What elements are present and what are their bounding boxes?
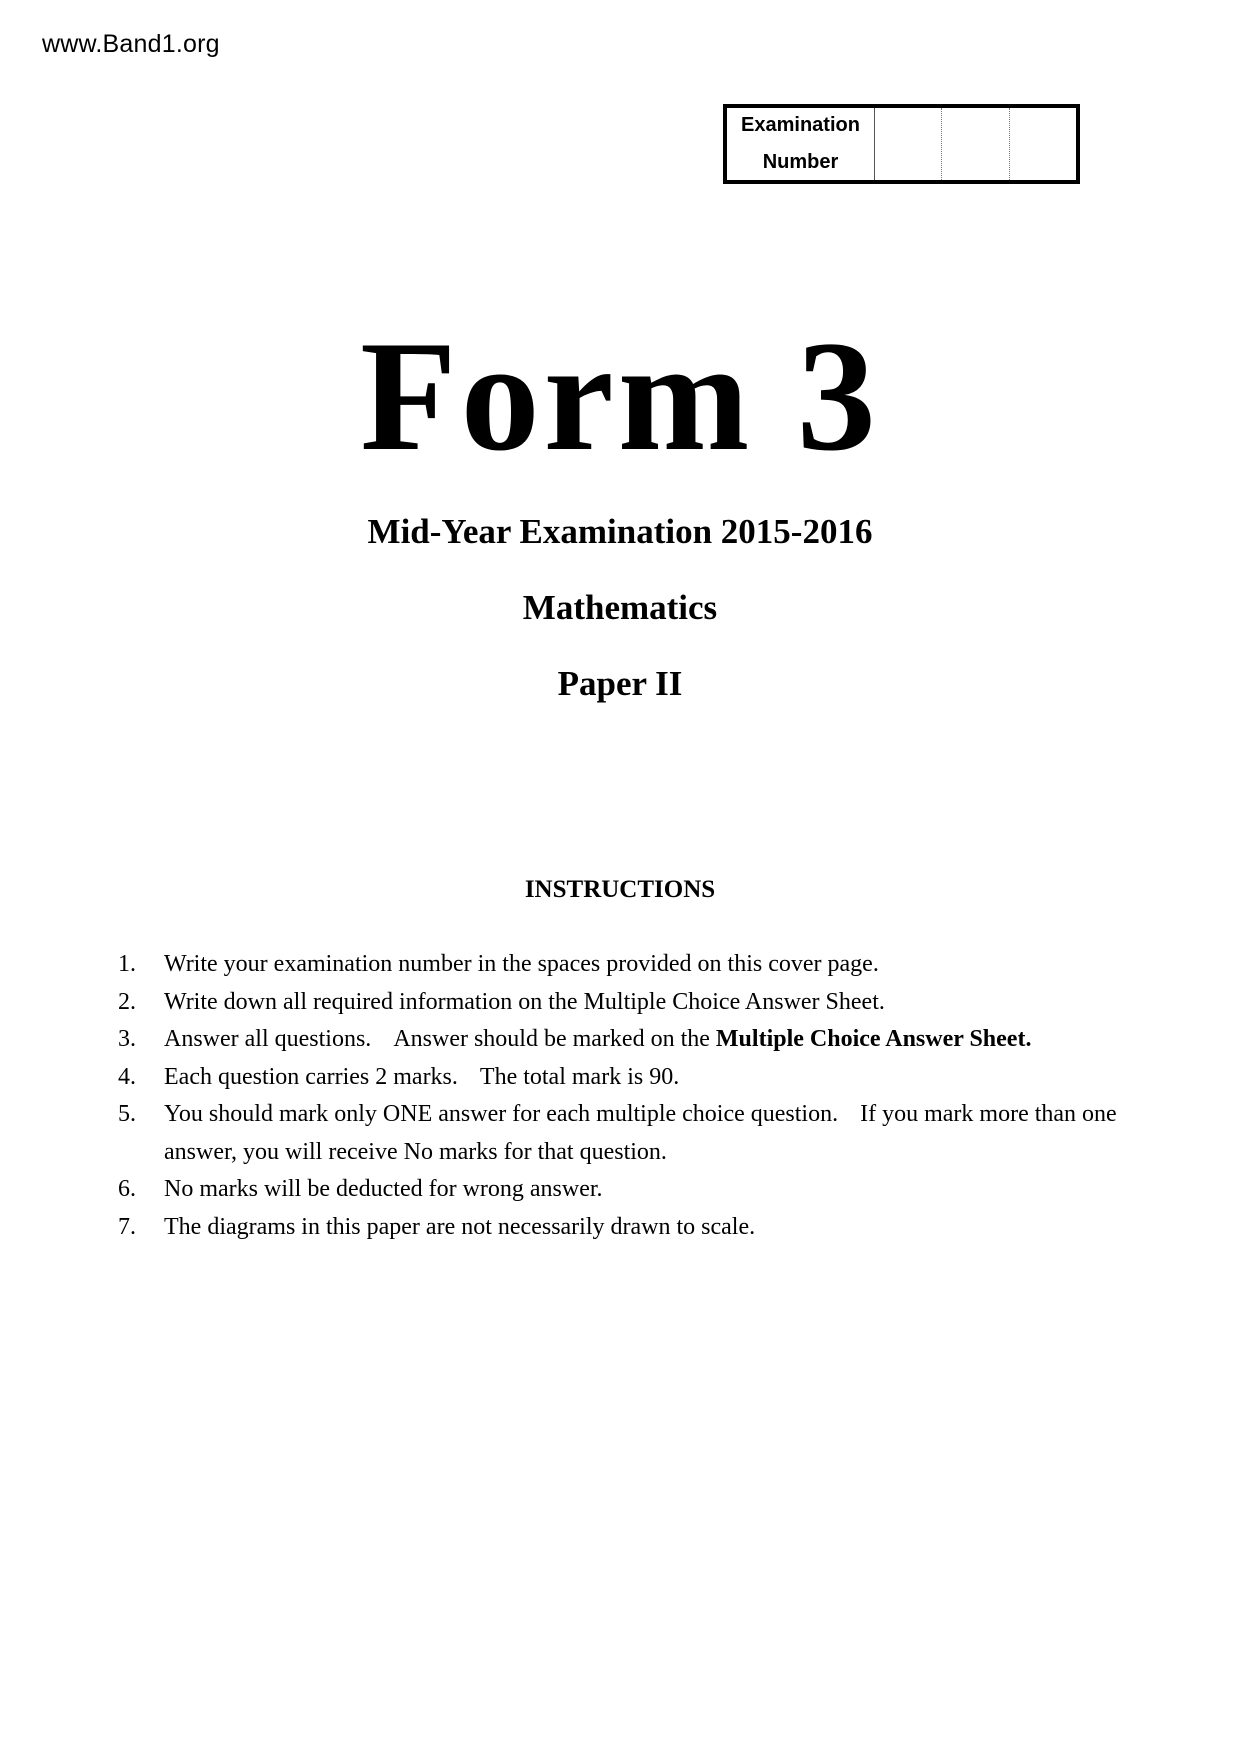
instruction-number: 4. bbox=[118, 1063, 136, 1090]
instruction-text-part: The total mark is 90. bbox=[479, 1063, 680, 1090]
instruction-number: 3. bbox=[118, 1026, 136, 1052]
instructions-list bbox=[118, 946, 1138, 1246]
instruction-number: 2. bbox=[118, 988, 136, 1015]
instruction-item bbox=[118, 984, 1138, 1022]
instruction-number: 6. bbox=[118, 1176, 136, 1202]
instruction-item bbox=[118, 1059, 1138, 1097]
instruction-number: 5. bbox=[118, 1101, 136, 1127]
instruction-item bbox=[118, 1209, 1138, 1247]
instruction-text bbox=[164, 1059, 1138, 1097]
instruction-text: Write your examination number in the spaces provided on this cover page. bbox=[164, 951, 879, 977]
instruction-text-part: You should mark only ONE answer for each multiple choice question. bbox=[164, 1101, 839, 1127]
subject-title: Mathematics bbox=[522, 588, 718, 627]
instruction-text-part: Answer should be marked on the bbox=[393, 1026, 716, 1052]
instruction-text-part: Answer all questions. bbox=[164, 1026, 372, 1052]
instruction-text: Write down all required information on the Multiple Choice Answer Sheet. bbox=[164, 988, 885, 1015]
instruction-number: 7. bbox=[118, 1213, 136, 1240]
instruction-text-part: Each question carries 2 marks. bbox=[164, 1063, 458, 1090]
instruction-item bbox=[118, 1096, 1138, 1171]
instruction-number: 1. bbox=[118, 951, 136, 977]
examination-number-cell-1[interactable] bbox=[875, 108, 942, 180]
paper-title: Paper II bbox=[557, 664, 683, 703]
instruction-emphasis: Multiple Choice Answer Sheet. bbox=[715, 1026, 1032, 1052]
examination-label-line1: Examination bbox=[741, 114, 860, 136]
instruction-item bbox=[118, 946, 1138, 984]
examination-number-cell-3[interactable] bbox=[1010, 108, 1076, 180]
instruction-text bbox=[164, 1021, 1138, 1059]
examination-label-line2: Number bbox=[762, 151, 839, 173]
instruction-text: The diagrams in this paper are not necessarily drawn to scale. bbox=[164, 1213, 756, 1240]
form-title: Form 3 bbox=[360, 309, 880, 484]
instruction-item bbox=[118, 1021, 1138, 1059]
exam-subtitle: Mid-Year Examination 2015-2016 bbox=[367, 512, 873, 551]
instruction-text bbox=[164, 1096, 1138, 1171]
examination-number-box bbox=[723, 104, 1080, 184]
instruction-text-part: If you mark more than one answer, you will receive No marks for that question. bbox=[164, 1101, 1117, 1165]
instruction-item bbox=[118, 1171, 1138, 1209]
examination-number-cell-2[interactable] bbox=[942, 108, 1009, 180]
examination-number-label bbox=[727, 108, 875, 180]
watermark-url: www.Band1.org bbox=[42, 30, 220, 58]
instructions-heading: INSTRUCTIONS bbox=[524, 876, 716, 903]
instruction-text: No marks will be deducted for wrong answer. bbox=[164, 1176, 603, 1202]
